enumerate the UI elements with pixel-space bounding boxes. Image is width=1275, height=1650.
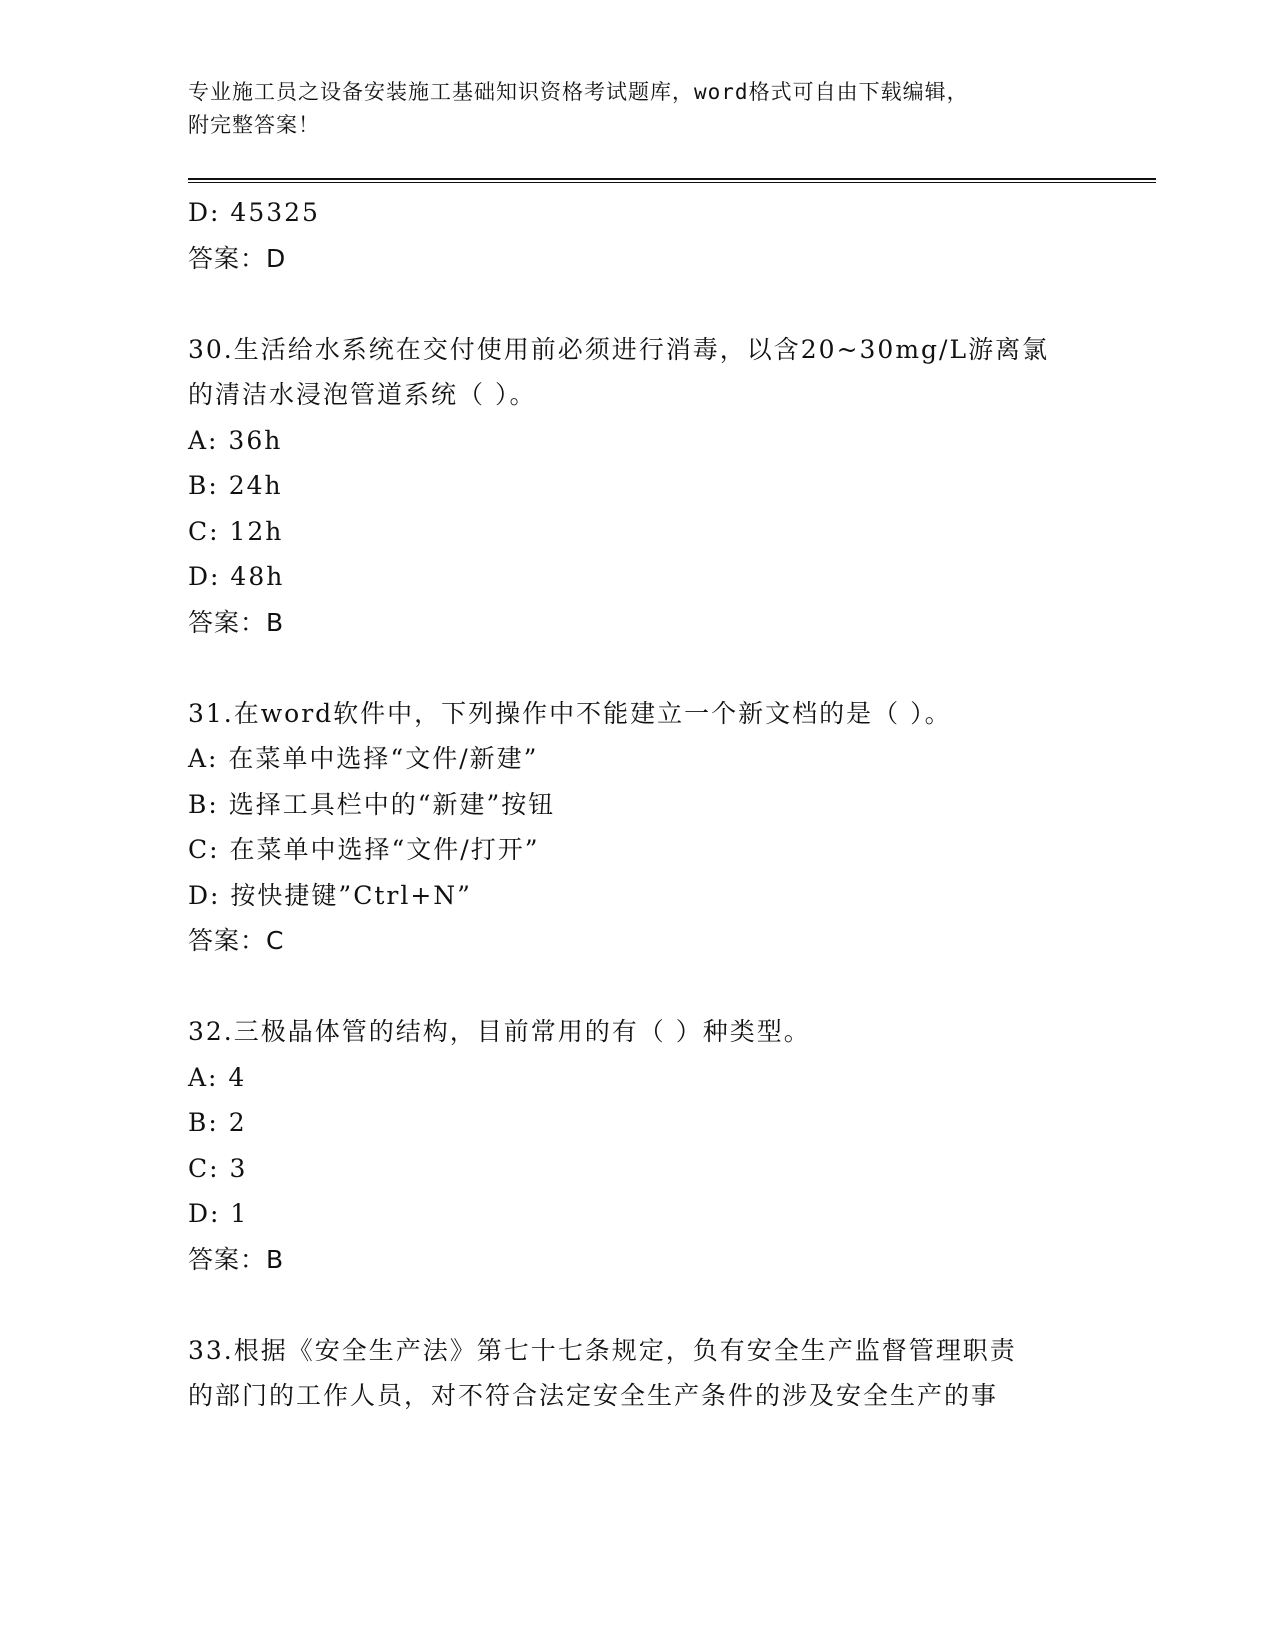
answer-line: 答案：D [188,243,287,273]
question-list [188,190,1088,1419]
header-title-line-1: 专业施工员之设备安装施工基础知识资格考试题库，word格式可自由下载编辑， [188,80,969,104]
question-text-line: 30.生活给水系统在交付使用前必须进行消毒，以含20~30mg/L游离氯 [188,334,1050,364]
header-divider [188,178,1156,183]
spacer [188,645,1088,691]
question-30 [188,327,1088,646]
option-d: D: 1 [188,1199,249,1228]
question-text-line: 的清洁水浸泡管道系统（ ）。 [188,380,537,409]
option-c: C: 3 [188,1153,248,1183]
question-32 [188,1009,1088,1282]
question-text-line: 的部门的工作人员，对不符合法定安全生产条件的涉及安全生产的事 [188,1381,999,1410]
option-d: D: 45325 [188,198,320,227]
spacer [188,964,1088,1010]
question-text-line: 31.在word软件中，下列操作中不能建立一个新文档的是（ ）。 [188,698,952,728]
option-c: C: 在菜单中选择“文件/打开” [188,835,540,864]
previous-question-tail [188,190,1088,281]
question-33 [188,1328,1088,1419]
option-a: A: 36h [188,425,283,455]
answer-line: 答案：C [188,926,285,955]
spacer [188,1282,1088,1328]
question-text-line: 33.根据《安全生产法》第七十七条规定，负有安全生产监督管理职责 [188,1335,1017,1365]
answer-line: 答案：B [188,1244,285,1274]
option-c: C: 12h [188,516,284,546]
option-b: B: 选择工具栏中的“新建”按钮 [188,789,556,819]
option-d: D: 按快捷键”Ctrl+N” [188,880,472,910]
option-b: B: 24h [188,471,283,500]
page-header [188,76,1068,142]
option-a: A: 4 [188,1062,247,1092]
question-31 [188,691,1088,964]
answer-line: 答案：B [188,607,285,637]
spacer [188,281,1088,327]
option-d: D: 48h [188,562,285,591]
header-title-line-2: 附完整答案！ [188,113,320,137]
question-text-line: 32.三极晶体管的结构，目前常用的有（ ）种类型。 [188,1017,811,1046]
option-b: B: 2 [188,1108,247,1137]
option-a: A: 在菜单中选择“文件/新建” [188,744,539,773]
